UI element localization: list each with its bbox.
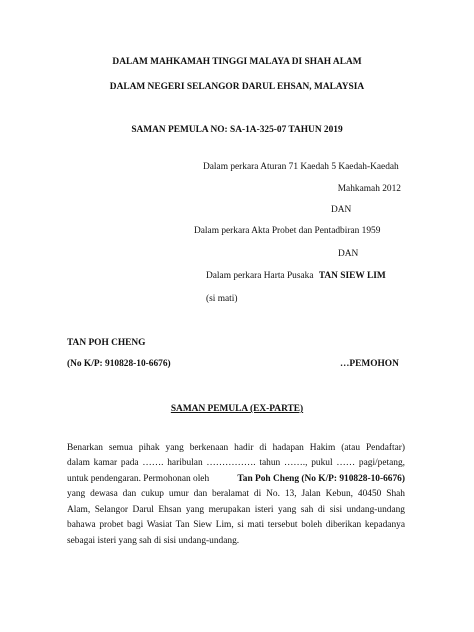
body-line-6: bahawa probet bagi Wasiat Tan Siew Lim, si mati tersebut boleh diberikan kepadanya — [67, 520, 405, 530]
state-heading: DALAM NEGERI SELANGOR DARUL EHSAN, MALAYSIA — [109, 82, 365, 92]
body-line-1: Benarkan semua pihak yang berkenaan hadir di hadapan Hakim (atau Pendaftar) — [67, 443, 405, 453]
case-number: SAMAN PEMULA NO: SA-1A-325-07 TAHUN 2019 — [131, 125, 343, 135]
matter-line-3: Dalam perkara Akta Probet dan Pentadbiran 1959 — [194, 226, 381, 236]
matter-line-4 — [206, 270, 386, 282]
and-separator-1: DAN — [331, 205, 352, 215]
court-heading: DALAM MAHKAMAH TINGGI MALAYA DI SHAH ALAM — [112, 57, 362, 67]
deceased-name: TAN SIEW LIM — [318, 271, 386, 281]
deceased-label: (si mati) — [206, 294, 238, 304]
body-line-4: yang dewasa dan cukup umur dan beralamat di No. 13, Jalan Kebun, 40450 Shah — [67, 489, 405, 499]
and-separator-2: DAN — [338, 249, 359, 259]
applicant-name: TAN POH CHENG — [67, 338, 146, 348]
applicant-ic: (No K/P: 910828-10-6676) — [67, 359, 171, 369]
applicant-role: …PEMOHON — [340, 359, 399, 369]
body-line-2: dalam kamar pada ……. haribulan ……………. tahun ……., pukul …… pagi/petang, — [67, 458, 405, 468]
body-line-3 — [67, 473, 405, 485]
body-line-3-text: untuk pendengaran. Permohonan oleh — [67, 474, 210, 484]
body-line-7: sebagai isteri yang sah di sisi undang-undang. — [67, 536, 240, 546]
applicant-reference: Tan Poh Cheng (No K/P: 910828-10-6676) — [237, 474, 405, 484]
matter-line-2: Mahkamah 2012 — [337, 184, 401, 194]
body-line-5: Alam, Selangor Darul Ehsan yang merupakan isteri yang sah di sisi undang-undang — [67, 505, 405, 515]
matter-line-1: Dalam perkara Aturan 71 Kaedah 5 Kaedah-Kaedah — [203, 162, 399, 172]
document-title: SAMAN PEMULA (EX-PARTE) — [170, 404, 304, 414]
matter-line-4-text: Dalam perkara Harta Pusaka — [206, 271, 314, 281]
